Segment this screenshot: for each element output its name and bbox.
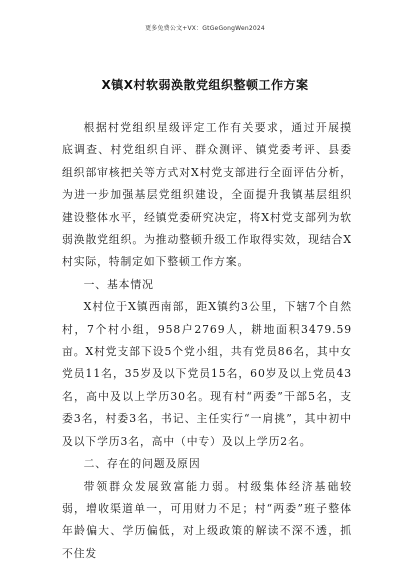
section-heading-problems: 二、存在的问题及原因: [83, 457, 201, 471]
basic-info-paragraph: X村位于X镇西南部，距X镇约3公里，下辖7个自然村，7个村小组，958户2769人，耕地面积3479.59亩。X村党支部下设5个党小组，共有党员86名，其中女党员11名，35岁及以下党员15名，60岁及以上党员43名，高中及以上学历30名。现有村“两委”干部5名，支委3名，村委3名，书记、主任实行“一肩挑”，其中初中及以下学历3名，高中（中专）及以上学历2名。: [62, 300, 352, 448]
intro-paragraph: 根据村党组织星级评定工作有关要求，通过开展摸底调查、村党组织自评、群众测评、镇党委考评、县委组织部审核把关等方式对X村党支部进行全面评估分析，为进一步加强基层党组织建设，全面提升我镇基层组织建设整体水平，经镇党委研究决定，将X村党支部列为软弱涣散党组织。为推动整顿升级工作取得实效，现结合X村实际，特制定如下整顿工作方案。: [62, 121, 352, 269]
header-note: 更多免费公文+VX：GtGeGongWen2024: [145, 25, 265, 32]
document-title: X镇X村软弱涣散党组织整顿工作方案: [101, 78, 309, 92]
section-heading-basic-info: 一、基本情况: [83, 277, 154, 291]
problems-paragraph: 带领群众发展致富能力弱。村级集体经济基础较弱，增收渠道单一，可用财力不足；村“两委”班子整体年龄偏大、学历偏低，对上级政策的解读不深不透，抓不住发: [62, 479, 352, 560]
document-body: [62, 117, 352, 565]
